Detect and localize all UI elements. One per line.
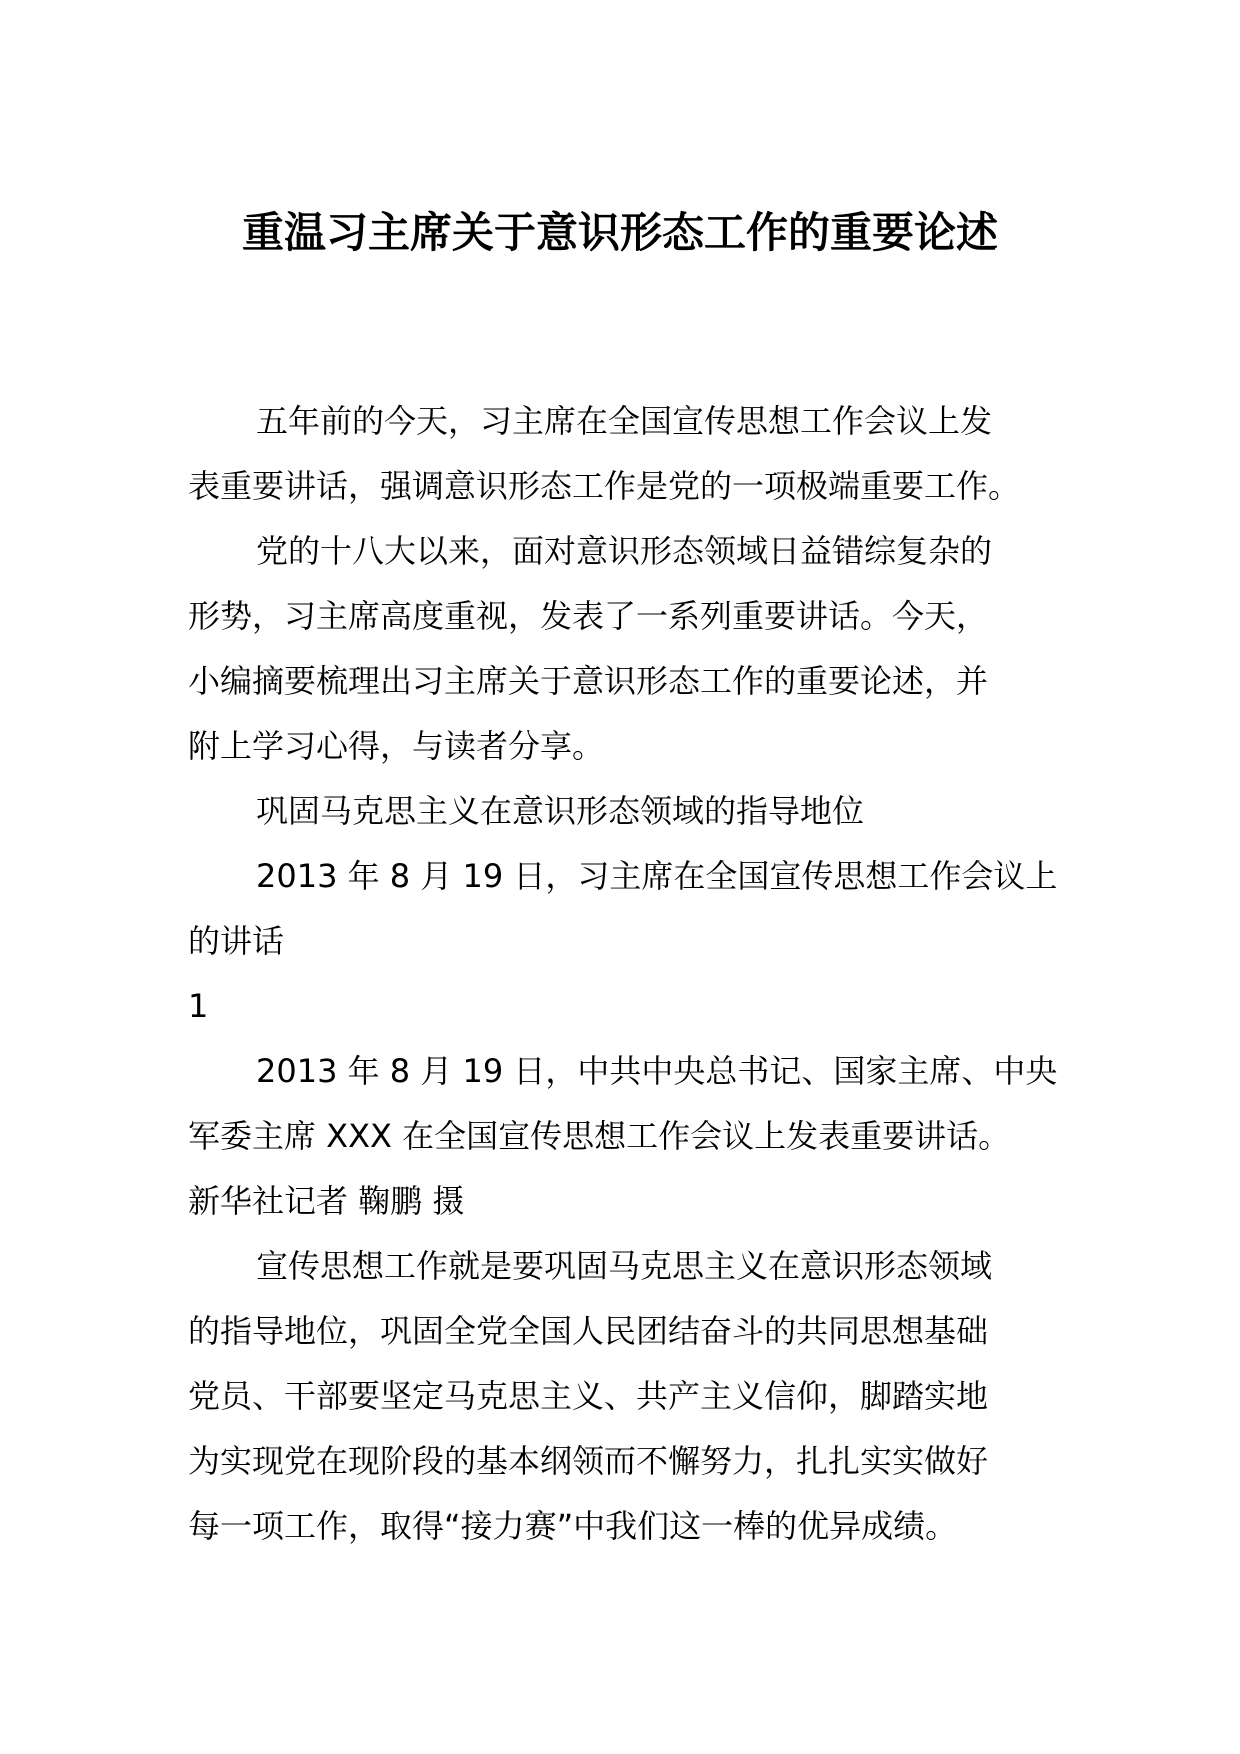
text-line-9: 的讲话 (188, 922, 285, 960)
text-line-17: 为实现党在现阶段的基本纲领而不懈努力，扎扎实实做好 (188, 1442, 989, 1480)
caption-line-2: 军委主席 XXX 在全国宣传思想工作会议上发表重要讲话。 (188, 1117, 1011, 1155)
text-line-4: 形势，习主席高度重视，发表了一系列重要讲话。今天， (188, 597, 989, 635)
text-line-15: 的指导地位，巩固全党全国人民团结奋斗的共同思想基础 (188, 1312, 989, 1350)
image-number: 1 (188, 987, 209, 1025)
text-line-18: 每一项工作，取得“接力赛”中我们这一棒的优异成绩。 (188, 1507, 958, 1545)
text-line-14: 宣传思想工作就是要巩固马克思主义在意识形态领域 (256, 1247, 993, 1285)
text-line-8: 2013 年 8 月 19 日，习主席在全国宣传思想工作会议上 (256, 857, 1058, 895)
document-body (188, 389, 1058, 1559)
text-line-1: 五年前的今天，习主席在全国宣传思想工作会议上发 (256, 402, 993, 440)
text-line-6: 附上学习心得，与读者分享。 (188, 727, 605, 765)
caption-credit: 新华社记者 鞠鹏 摄 (188, 1182, 465, 1220)
document-title: 重温习主席关于意识形态工作的重要论述 (241, 208, 998, 257)
text-line-16: 党员、干部要坚定马克思主义、共产主义信仰，脚踏实地 (188, 1377, 989, 1415)
caption-line-1: 2013 年 8 月 19 日，中共中央总书记、国家主席、中央 (256, 1052, 1058, 1090)
section-heading: 巩固马克思主义在意识形态领域的指导地位 (256, 792, 865, 830)
text-line-2: 表重要讲话，强调意识形态工作是党的一项极端重要工作。 (188, 467, 1021, 505)
text-line-3: 党的十八大以来，面对意识形态领域日益错综复杂的 (256, 532, 993, 570)
text-line-5: 小编摘要梳理出习主席关于意识形态工作的重要论述，并 (188, 662, 989, 700)
